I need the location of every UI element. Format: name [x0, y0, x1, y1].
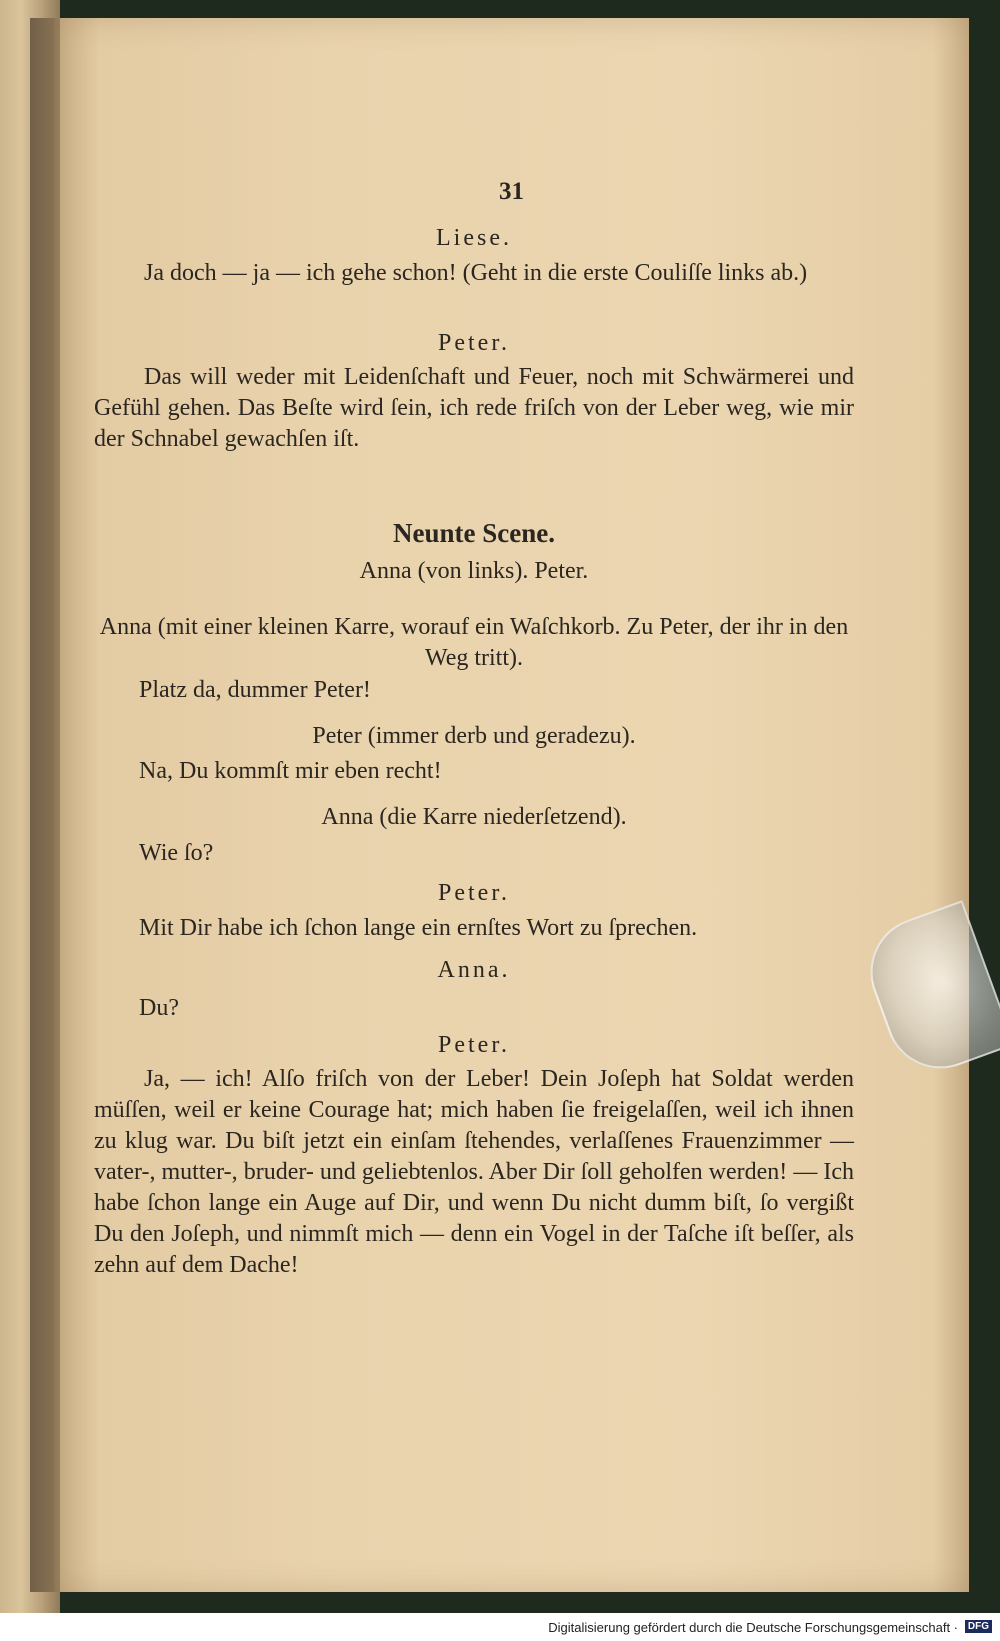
page-gutter	[30, 18, 60, 1592]
scene-heading: Neunte Scene.	[393, 518, 555, 548]
page-number: 31	[499, 178, 524, 205]
footer	[0, 1613, 1000, 1641]
peter-line-2: Mit Dir habe ich ſchon lange ein ernſtes Wort zu ſprechen.	[139, 915, 698, 941]
speaker-peter-2: Peter (immer derb und geradezu).	[312, 723, 636, 749]
speaker-peter-4: Peter.	[438, 1032, 510, 1058]
anna-line-2: Wie ſo?	[139, 840, 214, 866]
speaker-peter-3: Peter.	[438, 880, 510, 906]
footer-credit: Digitalisierung gefördert durch die Deutsche Forschungsgemeinschaft ·	[548, 1620, 958, 1635]
speaker-anna-3: Anna.	[437, 957, 511, 983]
speaker-peter-1: Peter.	[438, 330, 510, 356]
dfg-logo-icon: DFG	[965, 1620, 992, 1633]
stage-direction-anna: Anna (mit einer kleinen Karre, worauf ein Waſchkorb. Zu Peter, der ihr in den Weg tritt).	[99, 614, 849, 671]
scene-cast: Anna (von links). Peter.	[359, 558, 589, 584]
peter-line-1: Na, Du kommſt mir eben recht!	[139, 758, 442, 784]
speaker-liese: Liese.	[436, 225, 512, 251]
peter-proposal: Ja, — ich! Alſo friſch von der Leber! Dein Joſeph hat Soldat werden müſſen, weil er keine Courage hat; mich haben ſie freigelaſſen, weil ich ihnen zu klug war. Du biſt jetzt ein einſam ſtehendes, verlaſſenes Frauenzimmer — vater-, mutter-, bruder- und geliebtenlos. Aber Dir ſoll geholfen werden! — Ich habe ſchon lange ein Auge auf Dir, und wenn Du nicht dumm biſt, ſo vergißt Du den Joſeph, und nimmſt mich — denn ein Vogel in der Taſche iſt beſſer, als zehn auf dem Dache!	[94, 1066, 854, 1278]
book-page	[54, 18, 969, 1592]
anna-line-1: Platz da, dummer Peter!	[139, 677, 371, 703]
anna-line-3: Du?	[139, 995, 179, 1021]
liese-line: Ja doch — ja — ich gehe schon! (Geht in die erste Couliſſe links ab.)	[144, 260, 808, 286]
speaker-anna-2: Anna (die Karre niederſetzend).	[321, 804, 627, 830]
peter-monologue: Das will weder mit Leidenſchaft und Feuer, noch mit Schwärmerei und Gefühl gehen. Das Beſte wird ſein, ich rede friſch von der Leber weg, wie mir der Schnabel gewachſen iſt.	[94, 364, 854, 452]
